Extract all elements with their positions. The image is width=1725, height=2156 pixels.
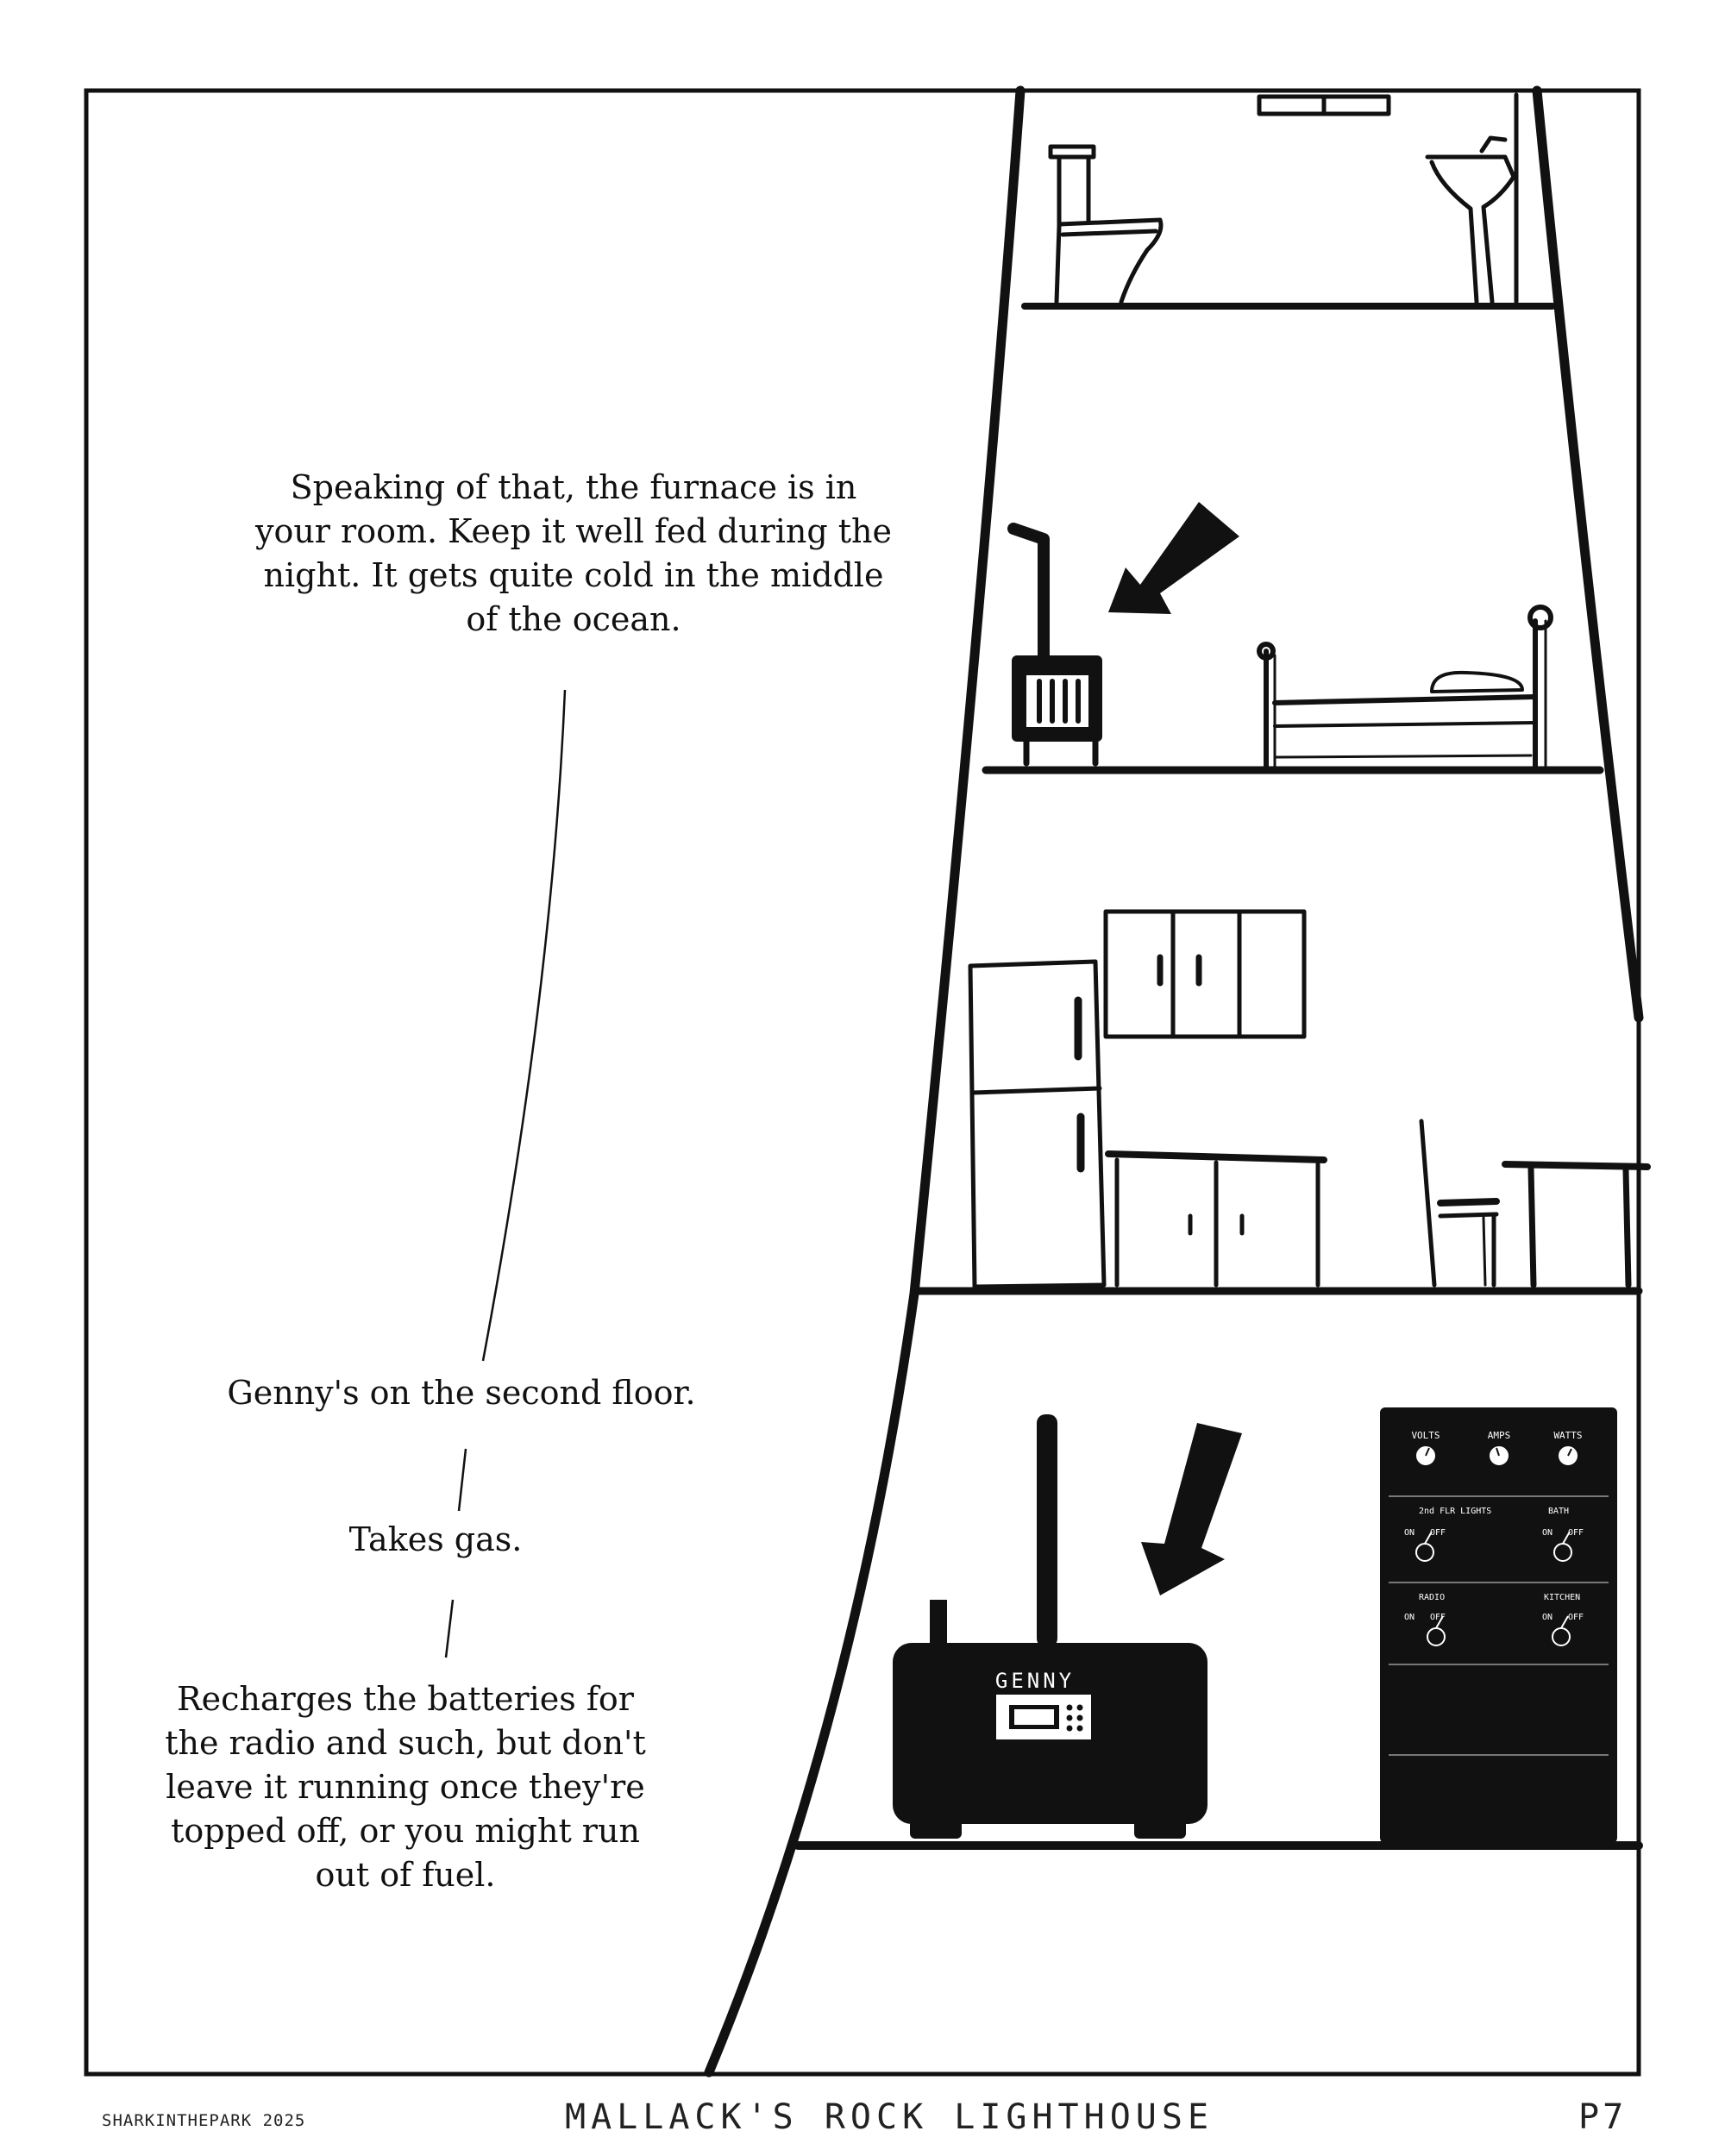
caption-furnace: Speaking of that, the furnace is in your room. Keep it well fed during the night. It gets quite cold in the middle of the ocean. [254, 468, 892, 638]
breaker-panel [1380, 1407, 1617, 1843]
switch-label: RADIO [1419, 1593, 1446, 1602]
caption-recharges: Recharges the batteries for the radio and such, but don't leave it running once they're topped off, or you might run out of fuel. [165, 1680, 646, 1894]
switch-on-label: ON [1542, 1613, 1553, 1622]
bed-icon [1259, 607, 1551, 768]
chair-icon [1421, 1121, 1496, 1285]
speech-tails [446, 690, 565, 1658]
artist-credit: SHARKINTHEPARK 2025 [102, 2111, 306, 2130]
switch-label: 2nd FLR LIGHTS [1419, 1507, 1492, 1516]
comic-title: MALLACK'S ROCK LIGHTHOUSE [565, 2097, 1214, 2137]
generator-icon [893, 1414, 1208, 1839]
counter-icon [1108, 1154, 1324, 1285]
switch-label: KITCHEN [1544, 1593, 1581, 1602]
upper-cabinet-icon [1106, 912, 1304, 1037]
tower-wall-right [1537, 91, 1639, 1018]
gauge-label: VOLTS [1411, 1430, 1440, 1441]
fridge-icon [970, 962, 1104, 1287]
toilet-icon [1051, 147, 1161, 302]
generator-label: GENNY [994, 1669, 1076, 1693]
gauge-label: AMPS [1487, 1430, 1511, 1441]
speech-tail [446, 1600, 453, 1658]
sink-icon [1427, 95, 1516, 302]
caption-takes-gas: Takes gas. [348, 1520, 523, 1558]
generator-display [996, 1695, 1091, 1739]
switch-off-label: OFF [1430, 1528, 1446, 1538]
switch-on-label: ON [1404, 1613, 1415, 1622]
stove-icon [1012, 529, 1102, 763]
bathroom [1051, 95, 1516, 302]
arrow-icon [1108, 502, 1239, 614]
switch-on-label: ON [1404, 1528, 1415, 1538]
switch-label: BATH [1548, 1507, 1570, 1516]
caption-genny-floor: Genny's on the second floor. [227, 1374, 696, 1412]
switch-off-label: OFF [1430, 1613, 1446, 1622]
speech-tail [459, 1449, 466, 1511]
switch-off-label: OFF [1568, 1613, 1584, 1622]
page-number: P7 [1578, 2097, 1628, 2137]
switch-off-label: OFF [1568, 1528, 1584, 1538]
second-floor [1141, 1423, 1242, 1595]
arrow-icon [1141, 1423, 1242, 1595]
kitchen [970, 912, 1647, 1287]
switch-on-label: ON [1542, 1528, 1553, 1538]
table-icon [1505, 1164, 1647, 1285]
gauge-label: WATTS [1553, 1430, 1583, 1441]
speech-tail [483, 690, 565, 1361]
bedroom [1012, 502, 1551, 768]
